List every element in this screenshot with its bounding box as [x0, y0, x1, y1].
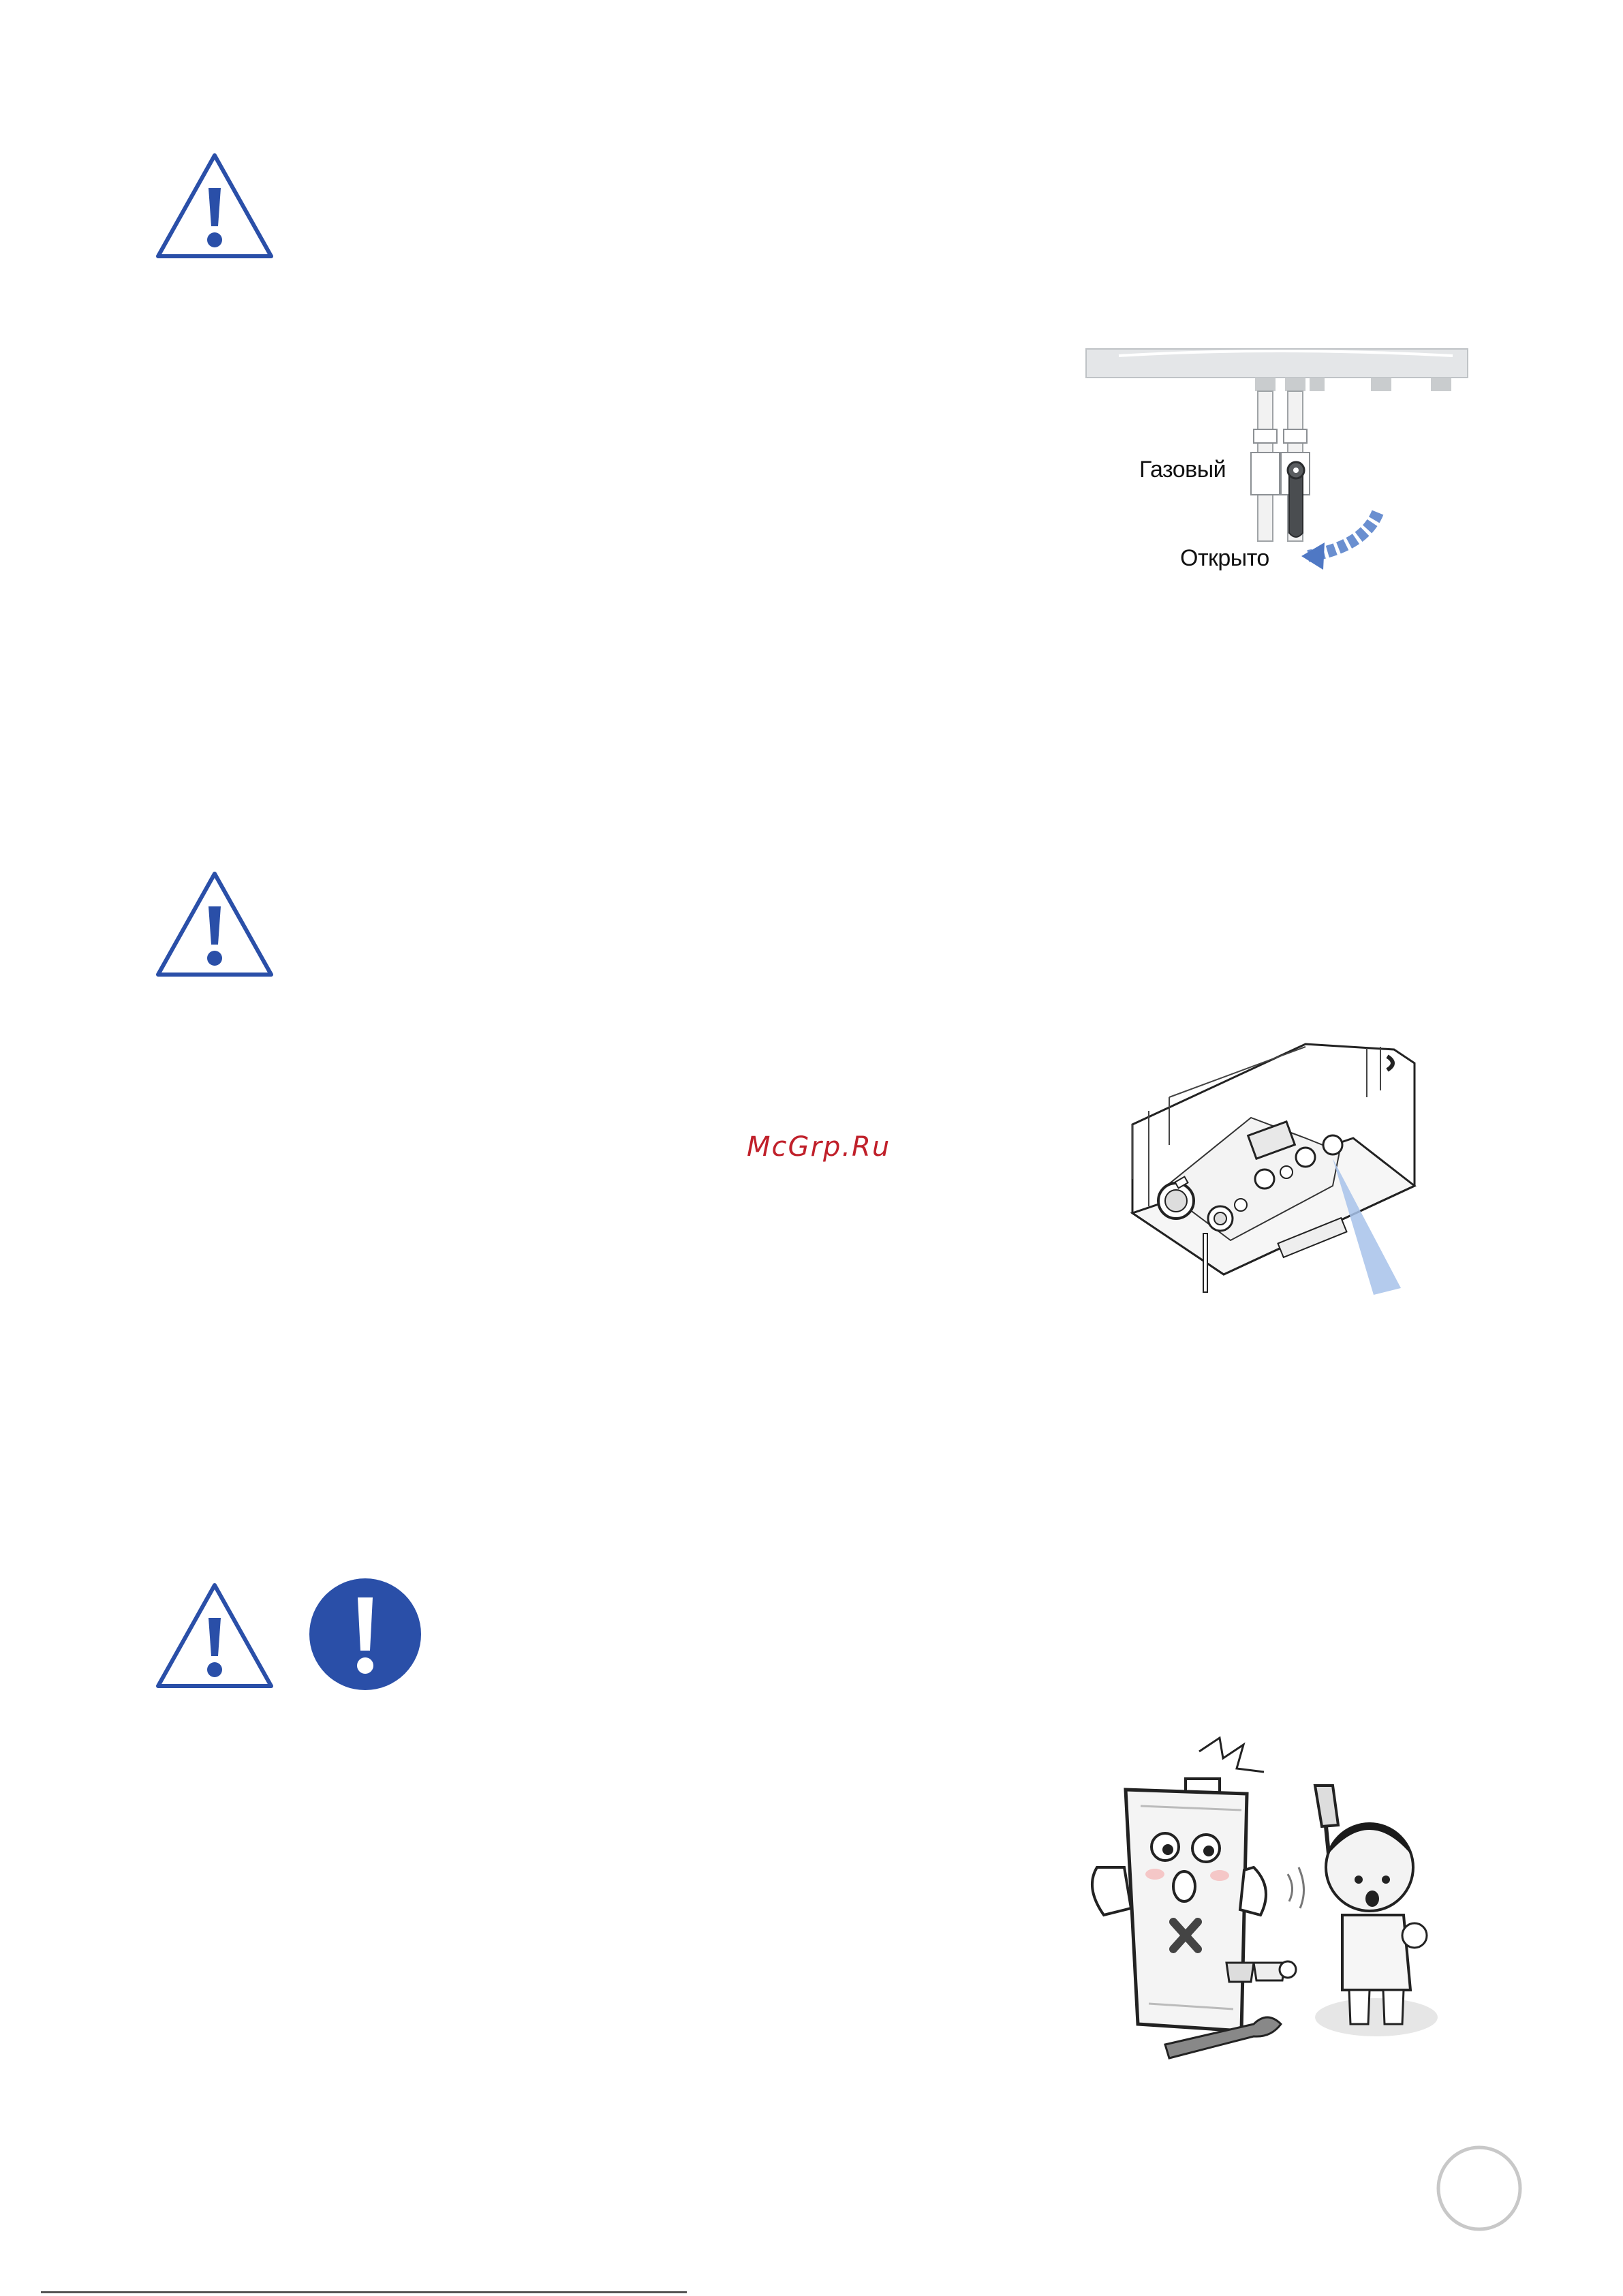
bottom-rule	[41, 2291, 687, 2293]
warning-triangle-icon	[154, 151, 275, 262]
cartoon-do-not-disassemble-figure	[1083, 1731, 1465, 2072]
mandatory-exclamation-circle-icon	[308, 1577, 422, 1692]
warning-triangle-icon	[154, 1581, 275, 1692]
warning-triangle-icon	[154, 870, 275, 980]
valve-open-label: Открыто	[1180, 545, 1269, 571]
page-number-circle-icon	[1435, 2144, 1524, 2233]
heater-bottom-figure	[1128, 1043, 1428, 1302]
watermark-text: McGrp.Ru	[747, 1131, 891, 1163]
gas-valve-label: Газовый	[1139, 457, 1226, 483]
